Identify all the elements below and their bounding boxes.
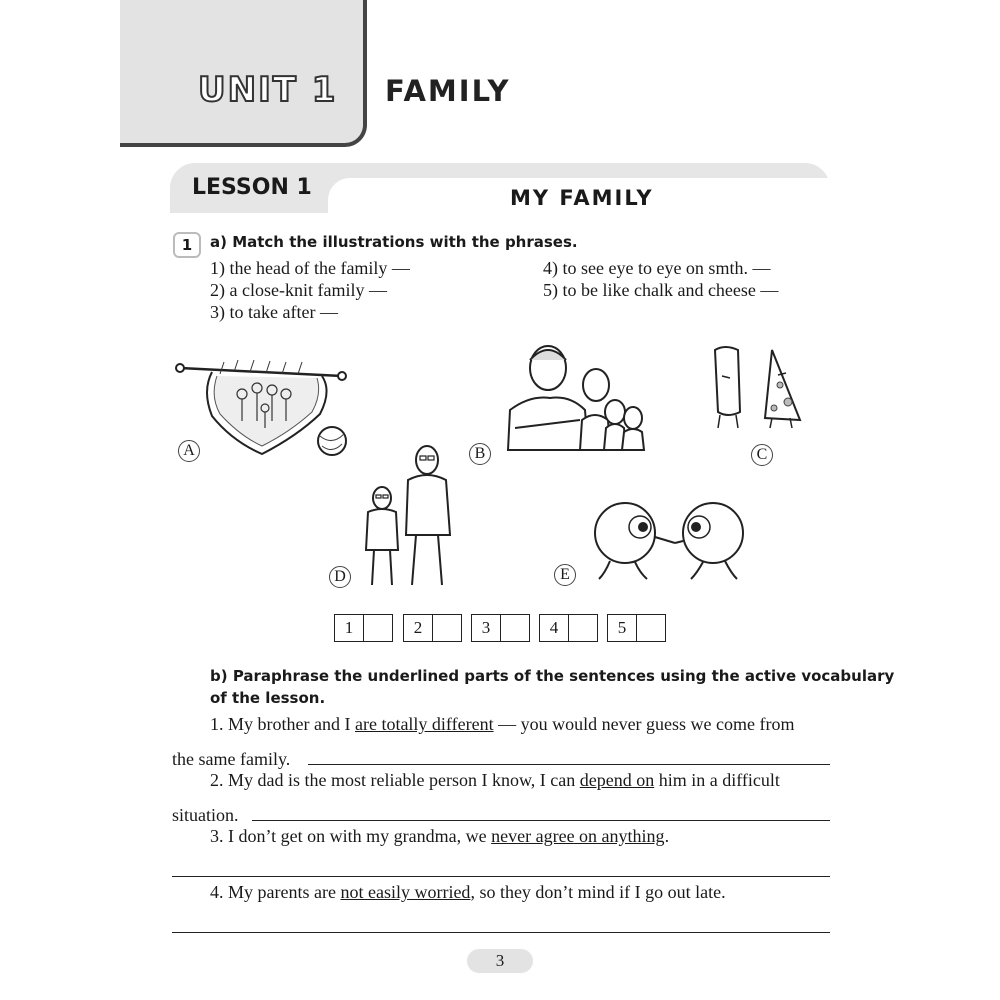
- answer-box-4-blank[interactable]: [568, 615, 597, 641]
- phrase-3: 3) to take after —: [210, 302, 338, 322]
- exercise-b-instruction-line1: b) Paraphrase the underlined parts of the sentences using the active vocabulary: [210, 667, 895, 685]
- answer-box-4[interactable]: [539, 614, 598, 642]
- illustration-b-father-family: [500, 340, 655, 455]
- lesson-label: LESSON 1: [192, 175, 312, 200]
- unit-title: UNIT 1: [198, 70, 338, 110]
- phrase-2: 2) a close-knit family —: [210, 280, 387, 300]
- sentence-2-start: 2. My dad is the most reliable person I know, I can: [210, 770, 580, 790]
- answer-box-5-blank[interactable]: [636, 615, 665, 641]
- exercise-b-instruction-line2: of the lesson.: [210, 689, 326, 707]
- answer-box-2-number: 2: [413, 618, 423, 637]
- sentence-1: [210, 714, 795, 735]
- phrase-4: 4) to see eye to eye on smth. —: [543, 258, 771, 278]
- sentence-2-end: him in a difficult: [654, 770, 780, 790]
- answer-box-4-number: 4: [549, 618, 559, 637]
- phrase-1: 1) the head of the family —: [210, 258, 410, 278]
- unit-name: FAMILY: [385, 74, 511, 108]
- answer-box-3[interactable]: [471, 614, 530, 642]
- sentence-2: [210, 770, 780, 791]
- illustration-a-knitted-heart: [172, 336, 352, 461]
- answer-line-1[interactable]: [308, 764, 830, 765]
- phrase-5: 5) to be like chalk and cheese —: [543, 280, 779, 300]
- sentence-1-continuation: the same family.: [172, 749, 291, 769]
- exercise-number: 1: [173, 232, 201, 258]
- sentence-4: [210, 882, 726, 903]
- sentence-3: [210, 826, 669, 847]
- answer-line-4[interactable]: [172, 932, 830, 933]
- answer-box-5-number: 5: [617, 618, 627, 637]
- illustration-c-chalk-and-cheese: [700, 340, 825, 430]
- illustration-label-e: E: [554, 564, 576, 586]
- answer-box-1-number: 1: [344, 618, 354, 637]
- sentence-4-end: , so they don’t mind if I go out late.: [470, 882, 726, 902]
- answer-box-1[interactable]: [334, 614, 393, 642]
- illustration-label-b: B: [469, 443, 491, 465]
- answer-box-1-blank[interactable]: [363, 615, 392, 641]
- sentence-3-end: .: [664, 826, 670, 846]
- sentence-3-start: 3. I don’t get on with my grandma, we: [210, 826, 492, 846]
- answer-line-3[interactable]: [172, 876, 830, 877]
- answer-box-3-number: 3: [481, 618, 491, 637]
- sentence-2-underlined: depend on: [579, 770, 655, 790]
- illustration-d-father-and-son: [360, 440, 460, 590]
- illustration-label-a: A: [178, 440, 200, 462]
- lesson-title: MY FAMILY: [510, 186, 654, 210]
- page-number: 3: [495, 951, 505, 970]
- illustration-e-two-eyes: [585, 495, 755, 585]
- sentence-1-end: — you would never guess we come from: [493, 714, 795, 734]
- sentence-1-start: 1. My brother and I: [210, 714, 355, 734]
- answer-box-2-blank[interactable]: [432, 615, 461, 641]
- sentence-3-underlined: never agree on anything: [491, 826, 665, 846]
- answer-line-2[interactable]: [252, 820, 830, 821]
- exercise-a-instruction: a) Match the illustrations with the phrases.: [210, 233, 578, 251]
- illustration-label-c: C: [751, 444, 773, 466]
- answer-box-3-blank[interactable]: [500, 615, 529, 641]
- answer-box-5[interactable]: [607, 614, 666, 642]
- answer-box-2[interactable]: [403, 614, 462, 642]
- sentence-2-continuation: situation.: [172, 805, 239, 825]
- sentence-4-start: 4. My parents are: [210, 882, 341, 902]
- sentence-1-underlined: are totally different: [354, 714, 494, 734]
- illustration-label-d: D: [329, 566, 351, 588]
- sentence-4-underlined: not easily worried: [340, 882, 471, 902]
